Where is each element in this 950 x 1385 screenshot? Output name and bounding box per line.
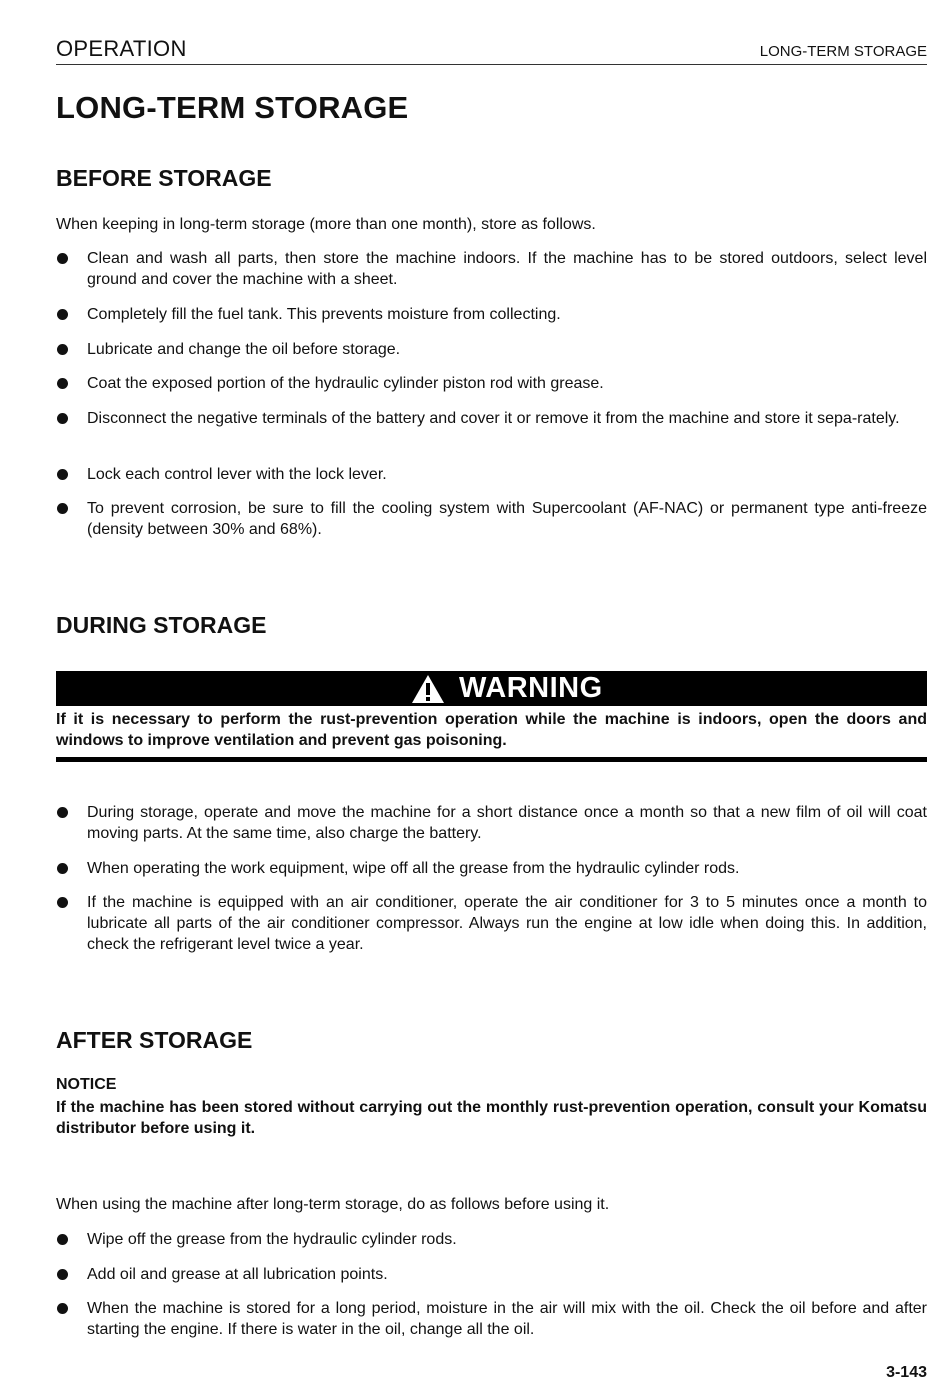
bullet-icon [57,378,68,389]
warning-label: WARNING [459,672,603,704]
bullet-icon [57,344,68,355]
list-item: If the machine is equipped with an air conditioner, operate the air conditioner for 3 to 5 minutes once a month to lubricate all parts of the air conditioner compressor. Always run the engine at low idle when doing this. In addition, check the refrigerant level twice a year. [56,892,927,955]
bullet-icon [57,413,68,424]
list-item: When the machine is stored for a long period, moisture in the air will mix with the oil. Check the oil before and after starting the engine. If there is water in the oil, change all the oil. [56,1298,927,1340]
page-title: LONG-TERM STORAGE [56,90,409,125]
before-storage-heading: BEFORE STORAGE [56,165,272,191]
warning-banner [56,671,927,706]
list-item: To prevent corrosion, be sure to fill the cooling system with Supercoolant (AF-NAC) or permanent type anti-freeze (density between 30% and 68%). [56,498,927,540]
page-number: 3-143 [886,1364,927,1381]
list-item: When operating the work equipment, wipe off all the grease from the hydraulic cylinder rods. [56,858,927,879]
bullet-icon [57,503,68,514]
warning-divider [56,757,927,762]
header-topic: LONG-TERM STORAGE [759,43,927,60]
bullet-icon [57,253,68,264]
after-storage-intro: When using the machine after long-term storage, do as follows before using it. [56,1196,610,1213]
header-section: OPERATION [56,36,187,61]
list-item: Disconnect the negative terminals of the battery and cover it or remove it from the machine and store it sepa-rately. [56,408,927,429]
bullet-icon [57,897,68,908]
list-item: Coat the exposed portion of the hydraulic cylinder piston rod with grease. [56,373,927,394]
list-item: Clean and wash all parts, then store the machine indoors. If the machine has to be stored outdoors, select level ground and cover the machine with a sheet. [56,248,927,290]
bullet-icon [57,309,68,320]
list-item: Lubricate and change the oil before storage. [56,339,927,360]
bullet-icon [57,1303,68,1314]
bullet-icon [57,469,68,480]
before-storage-intro: When keeping in long-term storage (more than one month), store as follows. [56,216,596,233]
list-item: Completely fill the fuel tank. This prevents moisture from collecting. [56,304,927,325]
notice-label: NOTICE [56,1076,117,1093]
list-item: Wipe off the grease from the hydraulic cylinder rods. [56,1229,927,1250]
page-header [56,34,927,65]
bullet-icon [57,807,68,818]
bullet-icon [57,863,68,874]
list-item: Add oil and grease at all lubrication points. [56,1264,927,1285]
list-item: During storage, operate and move the machine for a short distance once a month so that a new film of oil will coat moving parts. At the same time, also charge the battery. [56,802,927,844]
after-storage-heading: AFTER STORAGE [56,1027,253,1053]
warning-message: If it is necessary to perform the rust-prevention operation while the machine is indoors, open the doors and windows to improve ventilation and prevent gas poisoning. [56,711,927,749]
warning-triangle-icon [411,674,445,704]
notice-message: If the machine has been stored without carrying out the monthly rust-prevention operation, consult your Komatsu distributor before using it. [56,1099,927,1137]
bullet-icon [57,1234,68,1245]
during-storage-heading: DURING STORAGE [56,612,267,638]
bullet-icon [57,1269,68,1280]
list-item: Lock each control lever with the lock lever. [56,464,927,485]
